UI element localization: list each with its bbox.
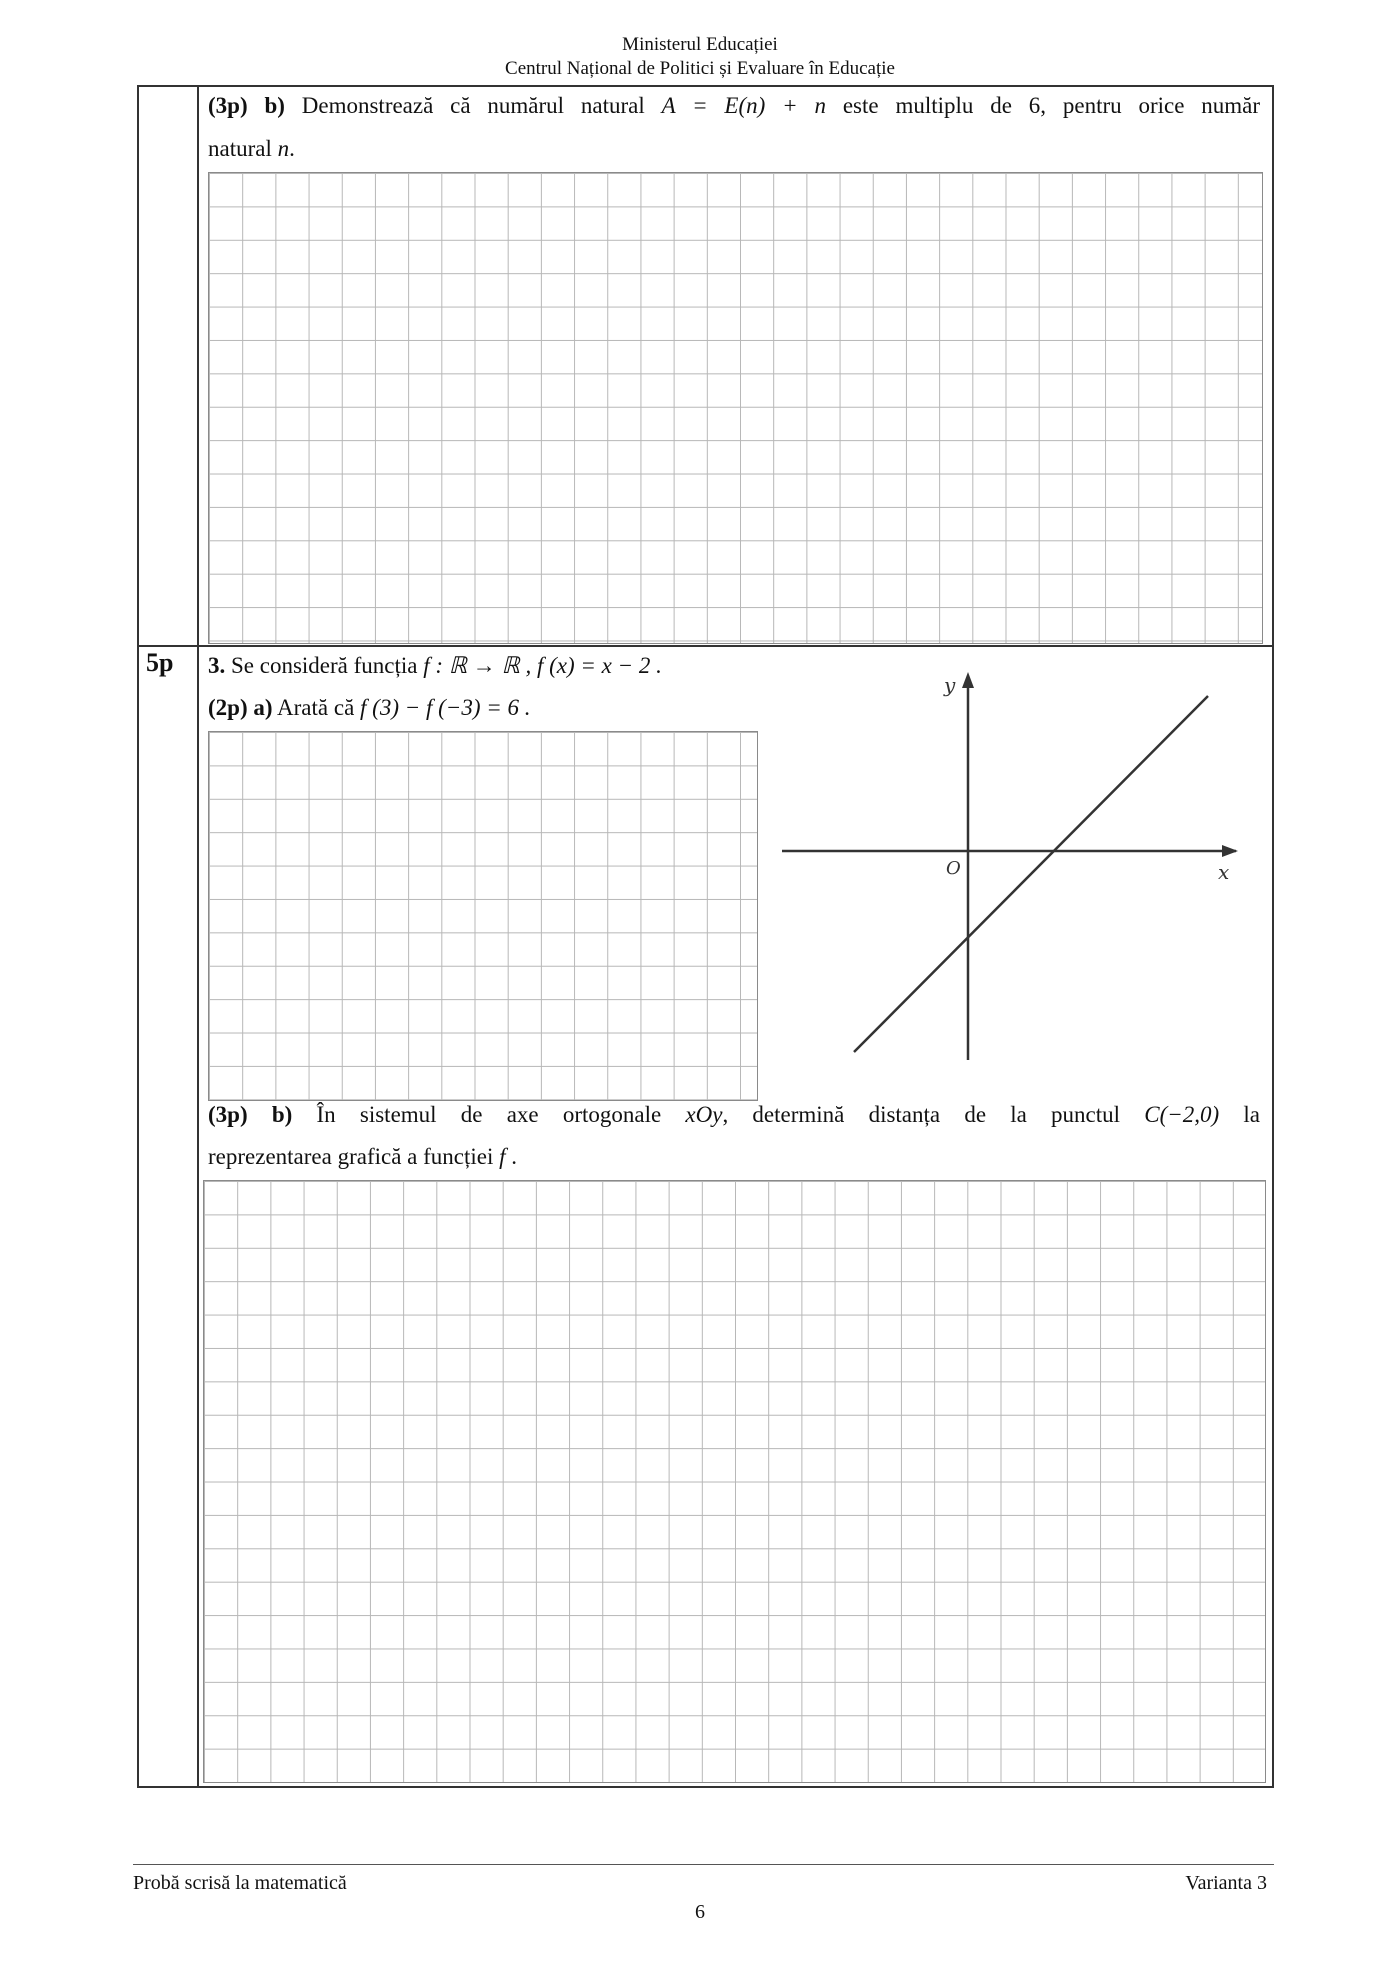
table-row-divider: [137, 645, 1274, 647]
item-3-statement-text: Se consideră funcția: [231, 653, 418, 678]
header-center: Centrul Național de Politici și Evaluare în Educație: [505, 58, 895, 79]
function-graph: [770, 660, 1270, 1080]
item-3-score: 5p: [146, 648, 174, 677]
graph-origin-label: O: [946, 858, 961, 879]
item-2b-number: 6: [1028, 93, 1041, 118]
item-3b-text2: , determină distanța de la punctul: [722, 1102, 1121, 1127]
item-3a-points: (2p): [208, 695, 248, 720]
footer-right: Varianta 3: [1185, 1872, 1267, 1894]
function-line: [854, 696, 1208, 1052]
item-2b-statement-line2: [208, 134, 295, 164]
item-3-function-def: f : ℝ → ℝ , f (x) = x − 2 .: [423, 653, 662, 678]
item-3b-letter: b): [271, 1102, 293, 1127]
item-3b-text3: la: [1243, 1102, 1261, 1127]
answer-grid-3a[interactable]: [208, 731, 758, 1101]
item-3a-statement: [208, 693, 531, 723]
item-3b-statement-line2: [208, 1142, 517, 1172]
item-3b-point: C(−2,0): [1144, 1102, 1220, 1127]
y-axis-arrowhead: [962, 672, 974, 688]
item-3-number: 3.: [208, 653, 226, 678]
item-3b-statement-line1: [208, 1100, 1260, 1130]
table-bottom-border: [137, 1786, 1274, 1788]
item-2b-text-start: Demonstrează că numărul natural: [301, 93, 645, 118]
item-3b-line2-var: f: [499, 1144, 506, 1169]
item-3b-points: (3p): [208, 1102, 248, 1127]
item-2b-points: (3p): [208, 93, 248, 118]
item-3b-line2-text: reprezentarea grafică a funcției: [208, 1144, 494, 1169]
graph-y-label: y: [944, 673, 956, 697]
header-ministry: Ministerul Educației: [622, 34, 778, 55]
page-number: 6: [695, 1901, 705, 1923]
item-3b-xoy: xOy: [685, 1102, 723, 1127]
item-2b-line2-word: natural: [208, 136, 272, 161]
item-3a-formula: f (3) − f (−3) = 6 .: [360, 695, 531, 720]
item-2b-formula: A = E(n) + n: [661, 93, 826, 118]
item-3b-line2-end: .: [511, 1144, 518, 1169]
item-2b-statement-line1: [208, 91, 1260, 121]
x-axis-arrowhead: [1222, 845, 1238, 857]
answer-grid-2b[interactable]: [208, 172, 1263, 644]
item-3a-letter: a): [253, 695, 273, 720]
item-2b-text-mid: este multiplu de: [842, 93, 1012, 118]
item-2b-line2-end: .: [289, 136, 295, 161]
item-2b-line2-var: n: [277, 136, 290, 161]
answer-grid-3b[interactable]: [203, 1180, 1266, 1783]
graph-x-label: x: [1218, 860, 1230, 884]
item-3b-text1: În sistemul de axe ortogonale: [316, 1102, 662, 1127]
item-3a-text: Arată că: [277, 695, 355, 720]
table-left-border: [137, 85, 139, 1788]
item-2b-text-end: , pentru orice număr: [1040, 93, 1261, 118]
item-3-statement: [208, 651, 662, 681]
footer-left: Probă scrisă la matematică: [133, 1872, 347, 1894]
table-top-border: [137, 85, 1274, 87]
footer-rule: [133, 1864, 1274, 1865]
table-right-border: [1272, 85, 1274, 1788]
item-2b-letter: b): [264, 93, 285, 118]
table-column-divider: [197, 85, 199, 1788]
